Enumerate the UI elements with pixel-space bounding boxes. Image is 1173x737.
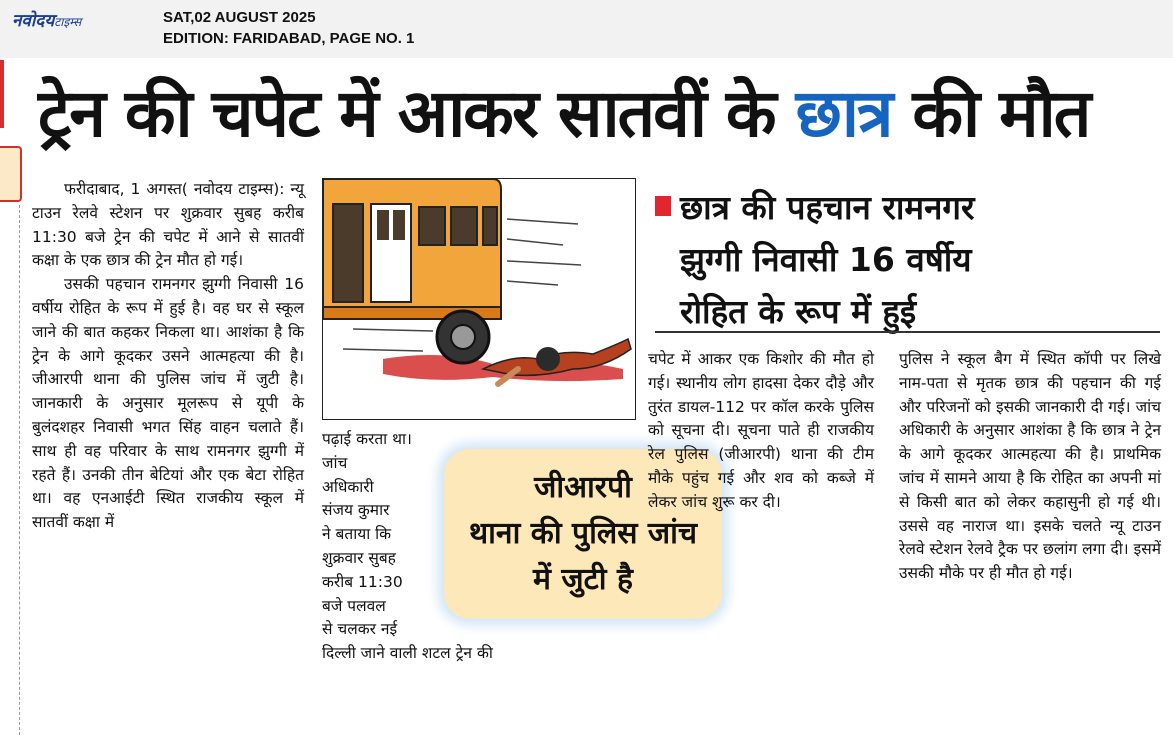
logo-subtext: टाइम्स (54, 15, 82, 29)
headline-highlight: छात्र (795, 75, 892, 152)
article-paragraph: उसकी पहचान रामनगर झुग्गी निवासी 16 वर्षीय रोहित के रूप में हुई है। वह घर से स्कूल जाने की बात कहकर निकला था। आशंका है कि ट्रेन के आगे कूदकर उसने आत्महत्या की है। जीआरपी थाना की पुलिस जांच में जुटी है। जानकारी के अनुसार मूलरूप से यूपी के बुलंदशहर निवासी भगत सिंह वाहन चलाते हैं। साथ ही वह परिवार के साथ रामनगर झुग्गी में रहते हैं। उनकी तीन बेटियां और एक बेटा रोहित था। वह एनआईटी स्थित राजकीय स्कूल में सातवीं कक्षा में (32, 275, 304, 532)
adjacent-article-edge (0, 60, 4, 128)
article-line: संजय कुमार (322, 501, 390, 520)
article-column-1 (32, 178, 304, 535)
subheadline-line: रोहित के रूप में हुई (680, 292, 917, 331)
article-line: जांच (322, 453, 348, 472)
subheadline-line: झुग्गी निवासी 16 वर्षीय (680, 240, 972, 279)
train-illustration-icon (323, 179, 636, 420)
article-line: ने बताया कि (322, 525, 392, 544)
article-line: पढ़ाई करता था। (322, 430, 412, 448)
accident-illustration (322, 178, 636, 420)
edition-page: EDITION: FARIDABAD, PAGE NO. 1 (163, 30, 415, 47)
subheadline-line: छात्र की पहचान रामनगर (680, 188, 975, 227)
pull-quote-line: थाना की पुलिस जांच (468, 516, 697, 551)
logo-text: नवोदय (12, 11, 55, 31)
subheadline-bullet-icon (655, 196, 671, 216)
article-line: अधिकारी (322, 477, 374, 496)
newspaper-logo (12, 8, 81, 31)
article-line: से चलकर नई (322, 620, 398, 639)
pull-quote-line: में जुटी है (533, 562, 633, 597)
article-paragraph: पुलिस ने स्कूल बैग में स्थित कॉपी पर लिखे नाम-पता से मृतक छात्र की पहचान की गई और परिजनों को इसकी जानकारी दी गई। जांच अधिकारी के अनुसार आशंका है कि छात्र ने ट्रेन के आगे कूदकर आत्महत्या की है। प्राथमिक जांच में सामने आया है कि रोहित का अपनी मां से किसी बात को लेकर कहासुनी हो गई थी। उससे वह नाराज था। इसके चलते न्यू टाउन रेलवे स्टेशन रेलवे ट्रैक पर छलांग लगा दी। इसमें उसकी मौके पर ही मौत हो गई। (899, 350, 1161, 583)
headline-part-1: ट्रेन की चपेट में आकर सातवीं के (38, 75, 796, 152)
subheadline (680, 182, 1160, 338)
article-line: करीब 11:30 (322, 572, 403, 591)
newspaper-header (0, 0, 1173, 58)
article-line: शुक्रवार सुबह (322, 548, 396, 567)
pull-quote-line: जीआरपी (534, 470, 632, 505)
article-line: दिल्ली जाने वाली शटल ट्रेन की (322, 644, 493, 663)
edition-meta (163, 7, 414, 49)
subheadline-divider (655, 331, 1160, 333)
article-paragraph: चपेट में आकर एक किशोर की मौत हो गई। स्थानीय लोग हादसा देकर दौड़े और तुरंत डायल-112 पर कॉल करके पुलिस को सूचना दी। सूचना पाते ही राजकीय रेल पुलिस (जीआरपी) थाना की टीम मौके पहुंच गई और शव को कब्जे में लेकर जांच शुरू कर दी। (648, 350, 874, 511)
page-headline (38, 64, 1168, 164)
headline-part-2: की मौत (891, 75, 1090, 152)
adjacent-article-box (0, 146, 22, 202)
article-column-3 (648, 348, 874, 515)
article-column-4 (899, 348, 1161, 586)
column-divider (19, 205, 20, 735)
article-line: बजे पलवल (322, 596, 386, 615)
edition-date: SAT,02 AUGUST 2025 (163, 9, 316, 26)
article-paragraph: फरीदाबाद, 1 अगस्त( नवोदय टाइम्स): न्यू टाउन रेलवे स्टेशन पर शुक्रवार सुबह करीब 11:30 बजे ट्रेन की चपेट में आने से सातवीं कक्षा के एक छात्र की ट्रेन मौत हो गई। (32, 180, 304, 270)
